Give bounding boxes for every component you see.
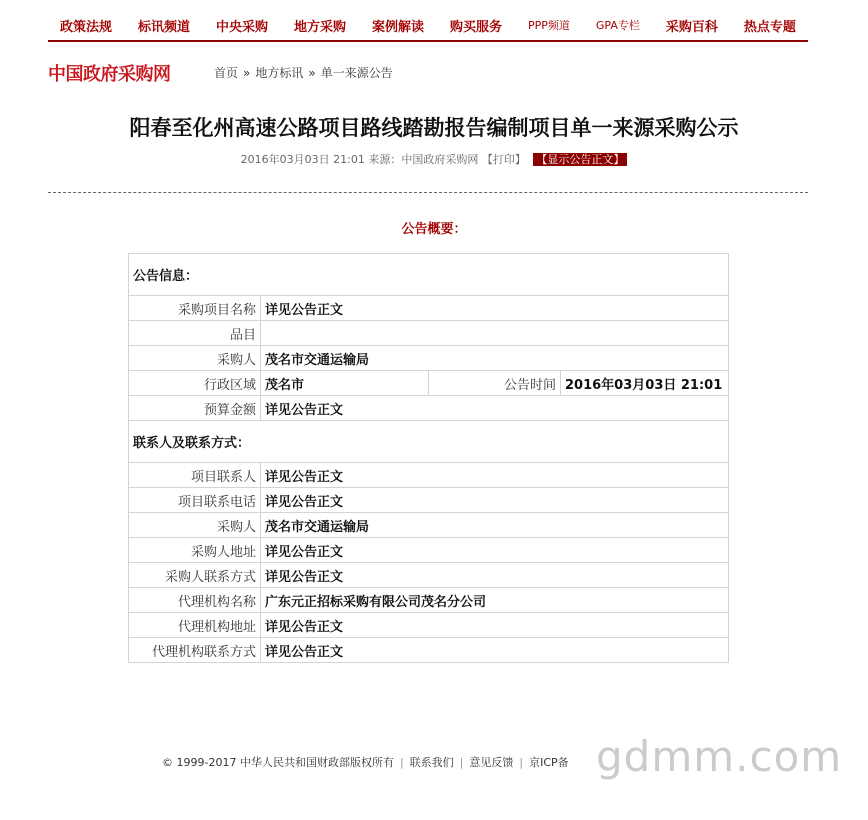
site-logo[interactable]: 中国政府采购网	[48, 64, 171, 85]
field-label: 项目联系电话	[129, 488, 261, 513]
table-row	[129, 613, 729, 638]
table-row	[129, 254, 729, 296]
watermark: gdmm.com	[596, 732, 843, 781]
footer-separator: |	[519, 756, 524, 769]
breadcrumb-separator: »	[243, 66, 251, 80]
summary-heading: 公告概要：	[401, 222, 467, 237]
field-value: 茂名市	[261, 371, 429, 396]
nav-ppp[interactable]: PPP频道	[528, 19, 570, 32]
source-label: 来源：	[368, 153, 402, 166]
nav-gpa[interactable]: GPA专栏	[595, 19, 640, 32]
breadcrumb-local-tender[interactable]: 地方标讯	[255, 66, 304, 80]
show-notice-button[interactable]: 【显示公告正文】	[533, 153, 627, 166]
breadcrumb	[214, 64, 393, 81]
icp-link[interactable]: 京ICP备	[529, 756, 569, 769]
nav-local-procurement[interactable]: 地方采购	[294, 19, 347, 35]
field-label: 项目联系人	[129, 463, 261, 488]
table-row	[129, 563, 729, 588]
field-value: 详见公告正文	[261, 296, 729, 321]
field-value: 详见公告正文	[261, 613, 729, 638]
table-row	[129, 396, 729, 421]
field-label: 预算金额	[129, 396, 261, 421]
field-label: 公告时间	[429, 371, 561, 396]
copyright-text: © 1999-2017 中华人民共和国财政部版权所有	[162, 756, 394, 769]
table-row	[129, 513, 729, 538]
nav-hot-topics[interactable]: 热点专题	[743, 19, 796, 35]
table-row	[129, 488, 729, 513]
table-row	[129, 588, 729, 613]
field-value: 详见公告正文	[261, 638, 729, 663]
table-row	[129, 371, 729, 396]
section-notice-info: 公告信息：	[129, 254, 729, 296]
table-row	[129, 321, 729, 346]
field-label: 采购项目名称	[129, 296, 261, 321]
publish-datetime: 2016年03月03日 21:01	[240, 153, 365, 166]
field-value: 详见公告正文	[261, 488, 729, 513]
field-label: 采购人联系方式	[129, 563, 261, 588]
breadcrumb-single-source[interactable]: 单一来源公告	[320, 66, 393, 80]
field-label: 品目	[129, 321, 261, 346]
divider	[48, 192, 808, 193]
field-value: 详见公告正文	[261, 538, 729, 563]
nav-tender-channel[interactable]: 标讯频道	[138, 19, 191, 35]
table-row	[129, 346, 729, 371]
article-meta	[0, 151, 868, 167]
breadcrumb-separator: »	[308, 66, 316, 80]
field-value: 详见公告正文	[261, 396, 729, 421]
footer-separator: |	[459, 756, 464, 769]
field-value: 广东元正招标采购有限公司茂名分公司	[261, 588, 729, 613]
contact-us-link[interactable]: 联系我们	[409, 756, 454, 769]
field-label: 采购人地址	[129, 538, 261, 563]
field-value: 2016年03月03日 21:01	[561, 371, 729, 396]
field-label: 代理机构地址	[129, 613, 261, 638]
field-value: 详见公告正文	[261, 463, 729, 488]
table-row	[129, 296, 729, 321]
nav-central-procurement[interactable]: 中央采购	[216, 19, 269, 35]
field-value: 茂名市交通运输局	[261, 513, 729, 538]
nav-purchase-service[interactable]: 购买服务	[450, 19, 503, 35]
section-contact-info: 联系人及联系方式：	[129, 421, 729, 463]
field-label: 代理机构联系方式	[129, 638, 261, 663]
notice-info-table	[128, 253, 729, 663]
top-nav	[48, 10, 808, 42]
field-value: 详见公告正文	[261, 563, 729, 588]
field-value: 茂名市交通运输局	[261, 346, 729, 371]
footer	[162, 754, 569, 770]
field-label: 采购人	[129, 513, 261, 538]
nav-policy[interactable]: 政策法规	[60, 19, 113, 35]
field-label: 行政区域	[129, 371, 261, 396]
nav-case-study[interactable]: 案例解读	[372, 19, 425, 35]
field-label: 代理机构名称	[129, 588, 261, 613]
print-link[interactable]: 【打印】	[481, 153, 526, 166]
field-label: 采购人	[129, 346, 261, 371]
breadcrumb-home[interactable]: 首页	[214, 66, 239, 80]
table-row	[129, 638, 729, 663]
page-title: 阳春至化州高速公路项目路线踏勘报告编制项目单一来源采购公示	[129, 116, 739, 140]
source-name: 中国政府采购网	[401, 153, 479, 166]
nav-encyclopedia[interactable]: 采购百科	[665, 19, 718, 35]
field-value	[261, 321, 729, 346]
table-row	[129, 463, 729, 488]
table-row	[129, 421, 729, 463]
table-row	[129, 538, 729, 563]
feedback-link[interactable]: 意见反馈	[469, 756, 514, 769]
footer-separator: |	[399, 756, 404, 769]
